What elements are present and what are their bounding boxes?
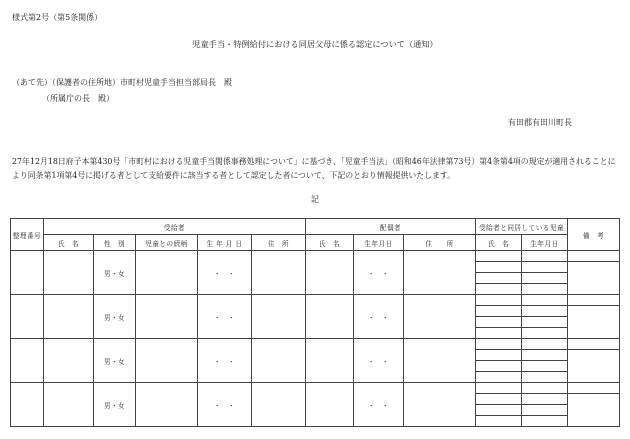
cell-recipient-address [252, 339, 306, 383]
cell-child-dob [522, 306, 568, 317]
cell-child-name [476, 251, 522, 262]
cell-biko [568, 295, 620, 306]
cell-child-dob [522, 372, 568, 383]
cell-spouse-address [404, 251, 476, 295]
cell-child-dob [522, 284, 568, 295]
header-spouse-name: 氏 名 [306, 235, 354, 251]
table-row [11, 251, 620, 262]
cell-biko [568, 262, 620, 295]
cell-biko [568, 394, 620, 427]
cell-child-name [476, 306, 522, 317]
issuer-name: 有田郡有田川町長 [508, 118, 572, 127]
cell-child-name [476, 383, 522, 394]
addressee-line-2: （所属庁の長 殿） [42, 94, 114, 103]
cell-recipient-relation [136, 251, 198, 295]
cell-recipient-name [44, 383, 94, 427]
cell-child-dob [522, 273, 568, 284]
cell-recipient-address [252, 295, 306, 339]
body-paragraph: 27年12月18日府子本第430号「市町村における児童手当関係事務処理について」に基づき、「児童手当法」（昭和46年法律第73号）第4条第4項の規定が適用されることにより同条第1項第4号に掲げる者として支給要件に該当する者として認定した者について、下記のとおり情報提供いたします。 [12, 157, 616, 180]
table-body [11, 251, 620, 427]
cell-biko [568, 306, 620, 339]
cell-spouse-dob: ・ ・ [354, 295, 404, 339]
info-table [10, 218, 620, 427]
cell-seiri-bango [11, 251, 44, 295]
cell-biko [568, 339, 620, 350]
cell-recipient-address [252, 383, 306, 427]
ki-heading: 記 [311, 195, 319, 204]
header-recipient-dob: 生 年 月 日 [198, 235, 252, 251]
document-title: 児童手当・特例給付における同居父母に係る認定について（通知） [192, 39, 438, 49]
cell-recipient-dob: ・ ・ [198, 251, 252, 295]
header-spouse: 配偶者 [306, 219, 476, 235]
cell-seiri-bango [11, 339, 44, 383]
cell-recipient-relation [136, 383, 198, 427]
cell-child-name [476, 372, 522, 383]
cell-spouse-name [306, 383, 354, 427]
header-recipient-sex: 性 別 [94, 235, 136, 251]
table-row [11, 295, 620, 306]
cell-spouse-name [306, 251, 354, 295]
cell-seiri-bango [11, 383, 44, 427]
cell-child-name [476, 350, 522, 361]
header-child-name: 氏 名 [476, 235, 522, 251]
cell-child-dob [522, 361, 568, 372]
cell-spouse-address [404, 383, 476, 427]
table-row [11, 339, 620, 350]
cell-child-name [476, 317, 522, 328]
cell-child-name [476, 339, 522, 350]
form-number: 様式第2号（第5条関係） [12, 13, 103, 22]
cell-spouse-dob: ・ ・ [354, 383, 404, 427]
cell-recipient-dob: ・ ・ [198, 295, 252, 339]
cell-recipient-name [44, 295, 94, 339]
cell-child-dob [522, 405, 568, 416]
cell-child-name [476, 273, 522, 284]
cell-recipient-sex: 男・女 [94, 251, 136, 295]
cell-child-dob [522, 317, 568, 328]
header-seiri-bango: 整理番号 [11, 219, 44, 251]
header-spouse-dob: 生年月日 [354, 235, 404, 251]
header-recipient-address: 住 所 [252, 235, 306, 251]
cell-child-name [476, 405, 522, 416]
cell-child-dob [522, 328, 568, 339]
header-cohabiting-children: 受給者と同居している児童 [476, 219, 568, 235]
cell-child-name [476, 394, 522, 405]
cell-child-dob [522, 416, 568, 427]
cell-recipient-sex: 男・女 [94, 339, 136, 383]
cell-seiri-bango [11, 295, 44, 339]
cell-biko [568, 350, 620, 383]
cell-recipient-address [252, 251, 306, 295]
cell-biko [568, 251, 620, 262]
cell-recipient-dob: ・ ・ [198, 339, 252, 383]
header-spouse-address: 住 所 [404, 235, 476, 251]
header-recipient-relation: 児童との続柄 [136, 235, 198, 251]
header-child-dob: 生年月日 [522, 235, 568, 251]
cell-spouse-dob: ・ ・ [354, 251, 404, 295]
cell-child-dob [522, 251, 568, 262]
cell-child-name [476, 328, 522, 339]
cell-child-dob [522, 339, 568, 350]
cell-recipient-sex: 男・女 [94, 383, 136, 427]
cell-spouse-name [306, 339, 354, 383]
cell-spouse-dob: ・ ・ [354, 339, 404, 383]
cell-recipient-relation [136, 295, 198, 339]
cell-recipient-sex: 男・女 [94, 295, 136, 339]
table-row [11, 383, 620, 394]
cell-spouse-address [404, 339, 476, 383]
cell-child-dob [522, 383, 568, 394]
cell-recipient-name [44, 339, 94, 383]
addressee-line-1: （あて先）（保護者の住所地）市町村児童手当担当部局長 殿 [12, 78, 232, 87]
cell-recipient-name [44, 251, 94, 295]
header-recipient: 受給者 [44, 219, 306, 235]
cell-child-name [476, 284, 522, 295]
cell-child-name [476, 295, 522, 306]
cell-spouse-name [306, 295, 354, 339]
cell-child-name [476, 416, 522, 427]
cell-child-dob [522, 295, 568, 306]
cell-child-name [476, 361, 522, 372]
cell-recipient-relation [136, 339, 198, 383]
cell-spouse-address [404, 295, 476, 339]
cell-child-dob [522, 350, 568, 361]
cell-child-name [476, 262, 522, 273]
cell-recipient-dob: ・ ・ [198, 383, 252, 427]
header-recipient-name: 氏 名 [44, 235, 94, 251]
cell-child-dob [522, 262, 568, 273]
header-biko: 備 考 [568, 219, 620, 251]
cell-child-dob [522, 394, 568, 405]
cell-biko [568, 383, 620, 394]
